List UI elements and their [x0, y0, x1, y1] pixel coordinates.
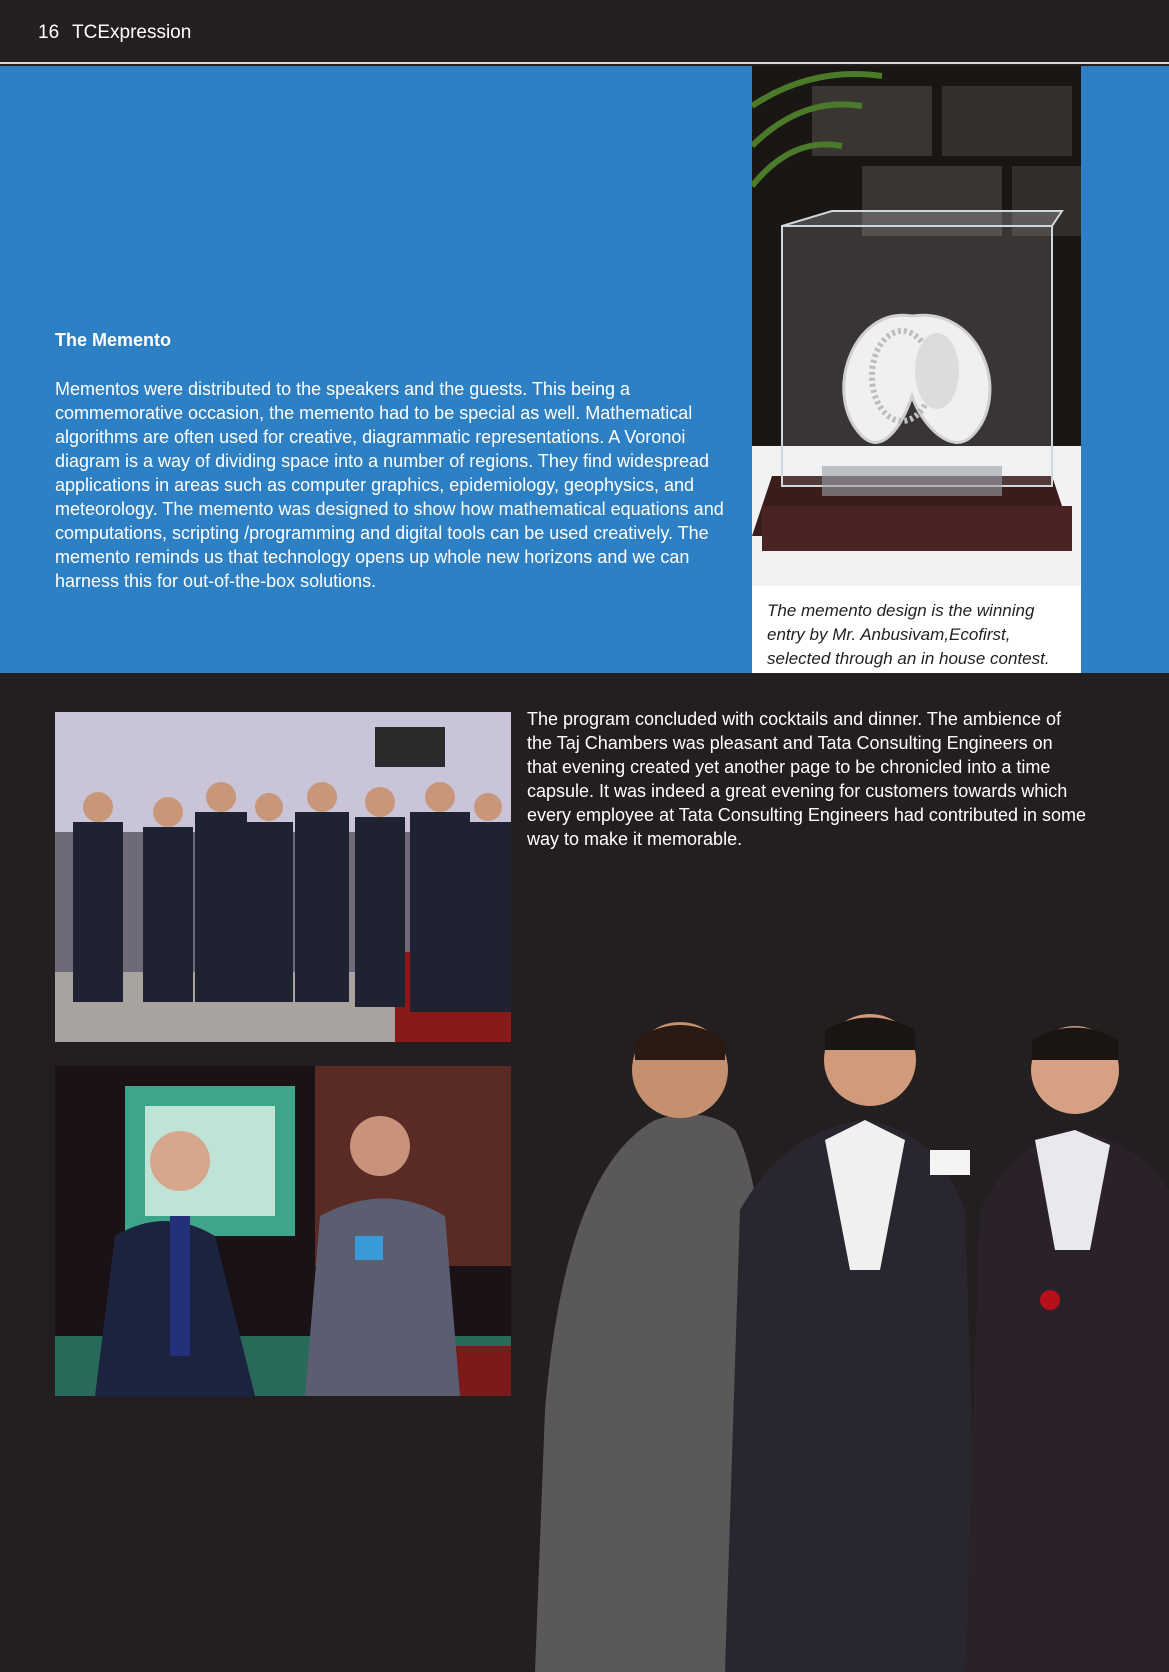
conversation-photo [55, 1066, 511, 1396]
page-number: 16 [38, 22, 60, 43]
page-header [0, 0, 1169, 64]
group-photo [55, 712, 511, 1042]
closing-paragraph: The program concluded with cocktails and dinner. The ambience of the Taj Chambers was pleasant and Tata Consulting Engineers on that evening created yet another page to be chronicled into a time capsule. It was indeed a great evening for customers towards which every employee at Tata Consulting Engineers had contributed in some way to make it memorable. [527, 709, 1087, 849]
publication-title: TCExpression [72, 22, 192, 43]
photo-caption: The memento design is the winning entry by Mr. Anbusivam,Ecofirst, selected through an in house contest. [767, 601, 1050, 668]
memento-paragraph: Mementos were distributed to the speakers and the guests. This being a commemorative occasion, the memento had to be special as well. Mathematical algorithms are often used for creative, diagrammatic representations. A Voronoi diagram is a way of dividing space into a number of regions. They find widespread applications in areas such as computer graphics, epidemiology, geophysics, and meteorology. The memento was designed to show how mathematical equations and computations, scripting /programming and digital tools can be used creatively. The memento reminds us that technology opens up whole new horizons and we can harness this for out-of-the-box solutions. [55, 379, 724, 591]
guests-photo [535, 1010, 1169, 1672]
section-heading: The Memento [55, 330, 172, 350]
caption-box [752, 586, 1081, 673]
memento-photo [752, 66, 1081, 586]
